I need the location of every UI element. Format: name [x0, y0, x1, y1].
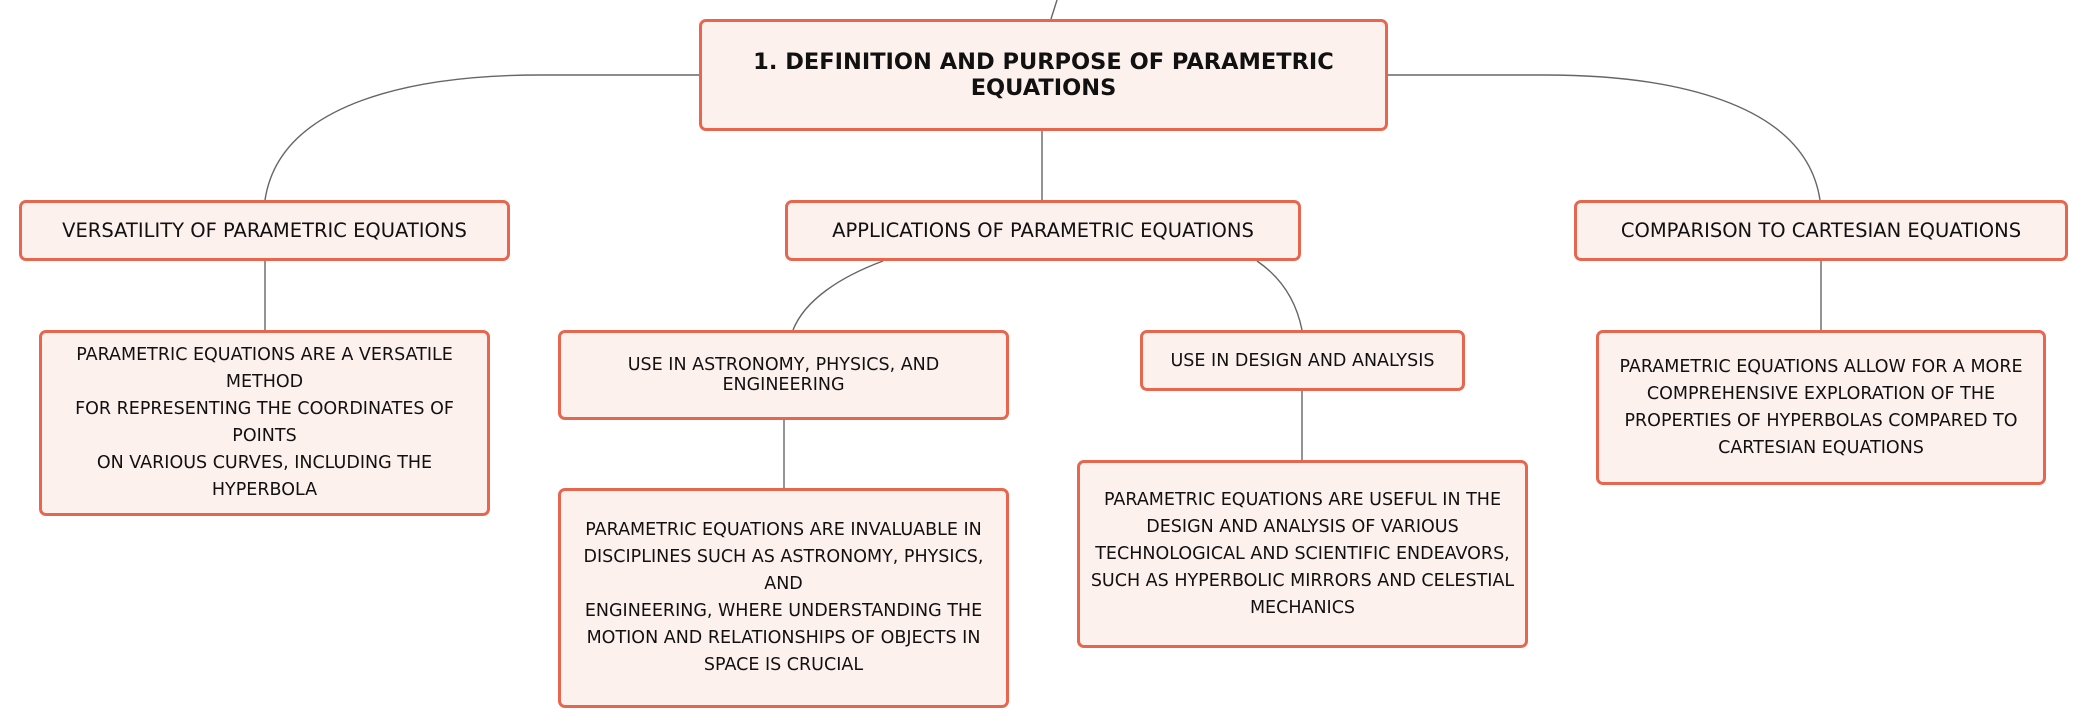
detail-design-analysis[interactable] [1077, 460, 1528, 648]
topic-comparison-label: COMPARISON TO CARTESIAN EQUATIONS [1620, 219, 2022, 242]
root-topic-node[interactable] [699, 19, 1388, 131]
subtopic-versatility-detail-text [50, 342, 479, 504]
subtopic-versatility-detail[interactable] [39, 330, 490, 516]
subtopic-astronomy-physics-engineering[interactable] [558, 330, 1009, 420]
text-line: PARAMETRIC EQUATIONS ALLOW FOR A MORE [1619, 356, 2023, 377]
connector-applications-design [1257, 261, 1302, 330]
subtopic-design-analysis[interactable] [1140, 330, 1465, 391]
text-line: MOTION AND RELATIONSHIPS OF OBJECTS IN [586, 628, 981, 648]
connector-applications-astronomy [793, 261, 883, 330]
connector-to-parent [1051, 0, 1057, 19]
text-line: TECHNOLOGICAL AND SCIENTIFIC ENDEAVORS, [1095, 543, 1510, 564]
text-line: DESIGN AND ANALYSIS OF VARIOUS [1146, 516, 1459, 537]
text-line: PARAMETRIC EQUATIONS ARE A VERSATILE METHOD [76, 345, 453, 392]
text-line: FOR REPRESENTING THE COORDINATES OF POINTS [75, 399, 454, 446]
root-topic-label: 1. DEFINITION AND PURPOSE OF PARAMETRIC EQUATIONS [753, 49, 1334, 101]
subtopic-astronomy-label: USE IN ASTRONOMY, PHYSICS, AND ENGINEERING [627, 355, 940, 395]
detail-astronomy-text [569, 517, 998, 679]
text-line: ENGINEERING, WHERE UNDERSTANDING THE [584, 601, 983, 621]
topic-comparison[interactable] [1574, 200, 2068, 261]
text-line: PROPERTIES OF HYPERBOLAS COMPARED TO [1624, 410, 2018, 431]
topic-versatility-label: VERSATILITY OF PARAMETRIC EQUATIONS [62, 219, 467, 242]
text-line: PARAMETRIC EQUATIONS ARE INVALUABLE IN [585, 520, 982, 540]
text-line: COMPREHENSIVE EXPLORATION OF THE [1646, 383, 1996, 404]
detail-design-text [1091, 487, 1514, 622]
connector-root-comparison [1388, 75, 1820, 200]
text-line: ON VARIOUS CURVES, INCLUDING THE HYPERBOLA [96, 453, 433, 500]
topic-versatility[interactable] [19, 200, 510, 261]
text-line: DISCIPLINES SUCH AS ASTRONOMY, PHYSICS, AND [583, 547, 984, 594]
connector-root-versatility [265, 75, 699, 200]
text-line: MECHANICS [1249, 597, 1356, 618]
subtopic-comparison-detail-text [1619, 354, 2022, 462]
topic-applications[interactable] [785, 200, 1301, 261]
text-line: SPACE IS CRUCIAL [703, 655, 864, 675]
topic-applications-label: APPLICATIONS OF PARAMETRIC EQUATIONS [832, 219, 1254, 242]
subtopic-comparison-detail[interactable] [1596, 330, 2046, 485]
text-line: PARAMETRIC EQUATIONS ARE USEFUL IN THE [1103, 489, 1502, 510]
text-line: SUCH AS HYPERBOLIC MIRRORS AND CELESTIAL [1090, 570, 1515, 591]
text-line: CARTESIAN EQUATIONS [1718, 437, 1924, 458]
detail-astronomy-physics-engineering[interactable] [558, 488, 1009, 708]
subtopic-design-label: USE IN DESIGN AND ANALYSIS [1170, 350, 1435, 371]
